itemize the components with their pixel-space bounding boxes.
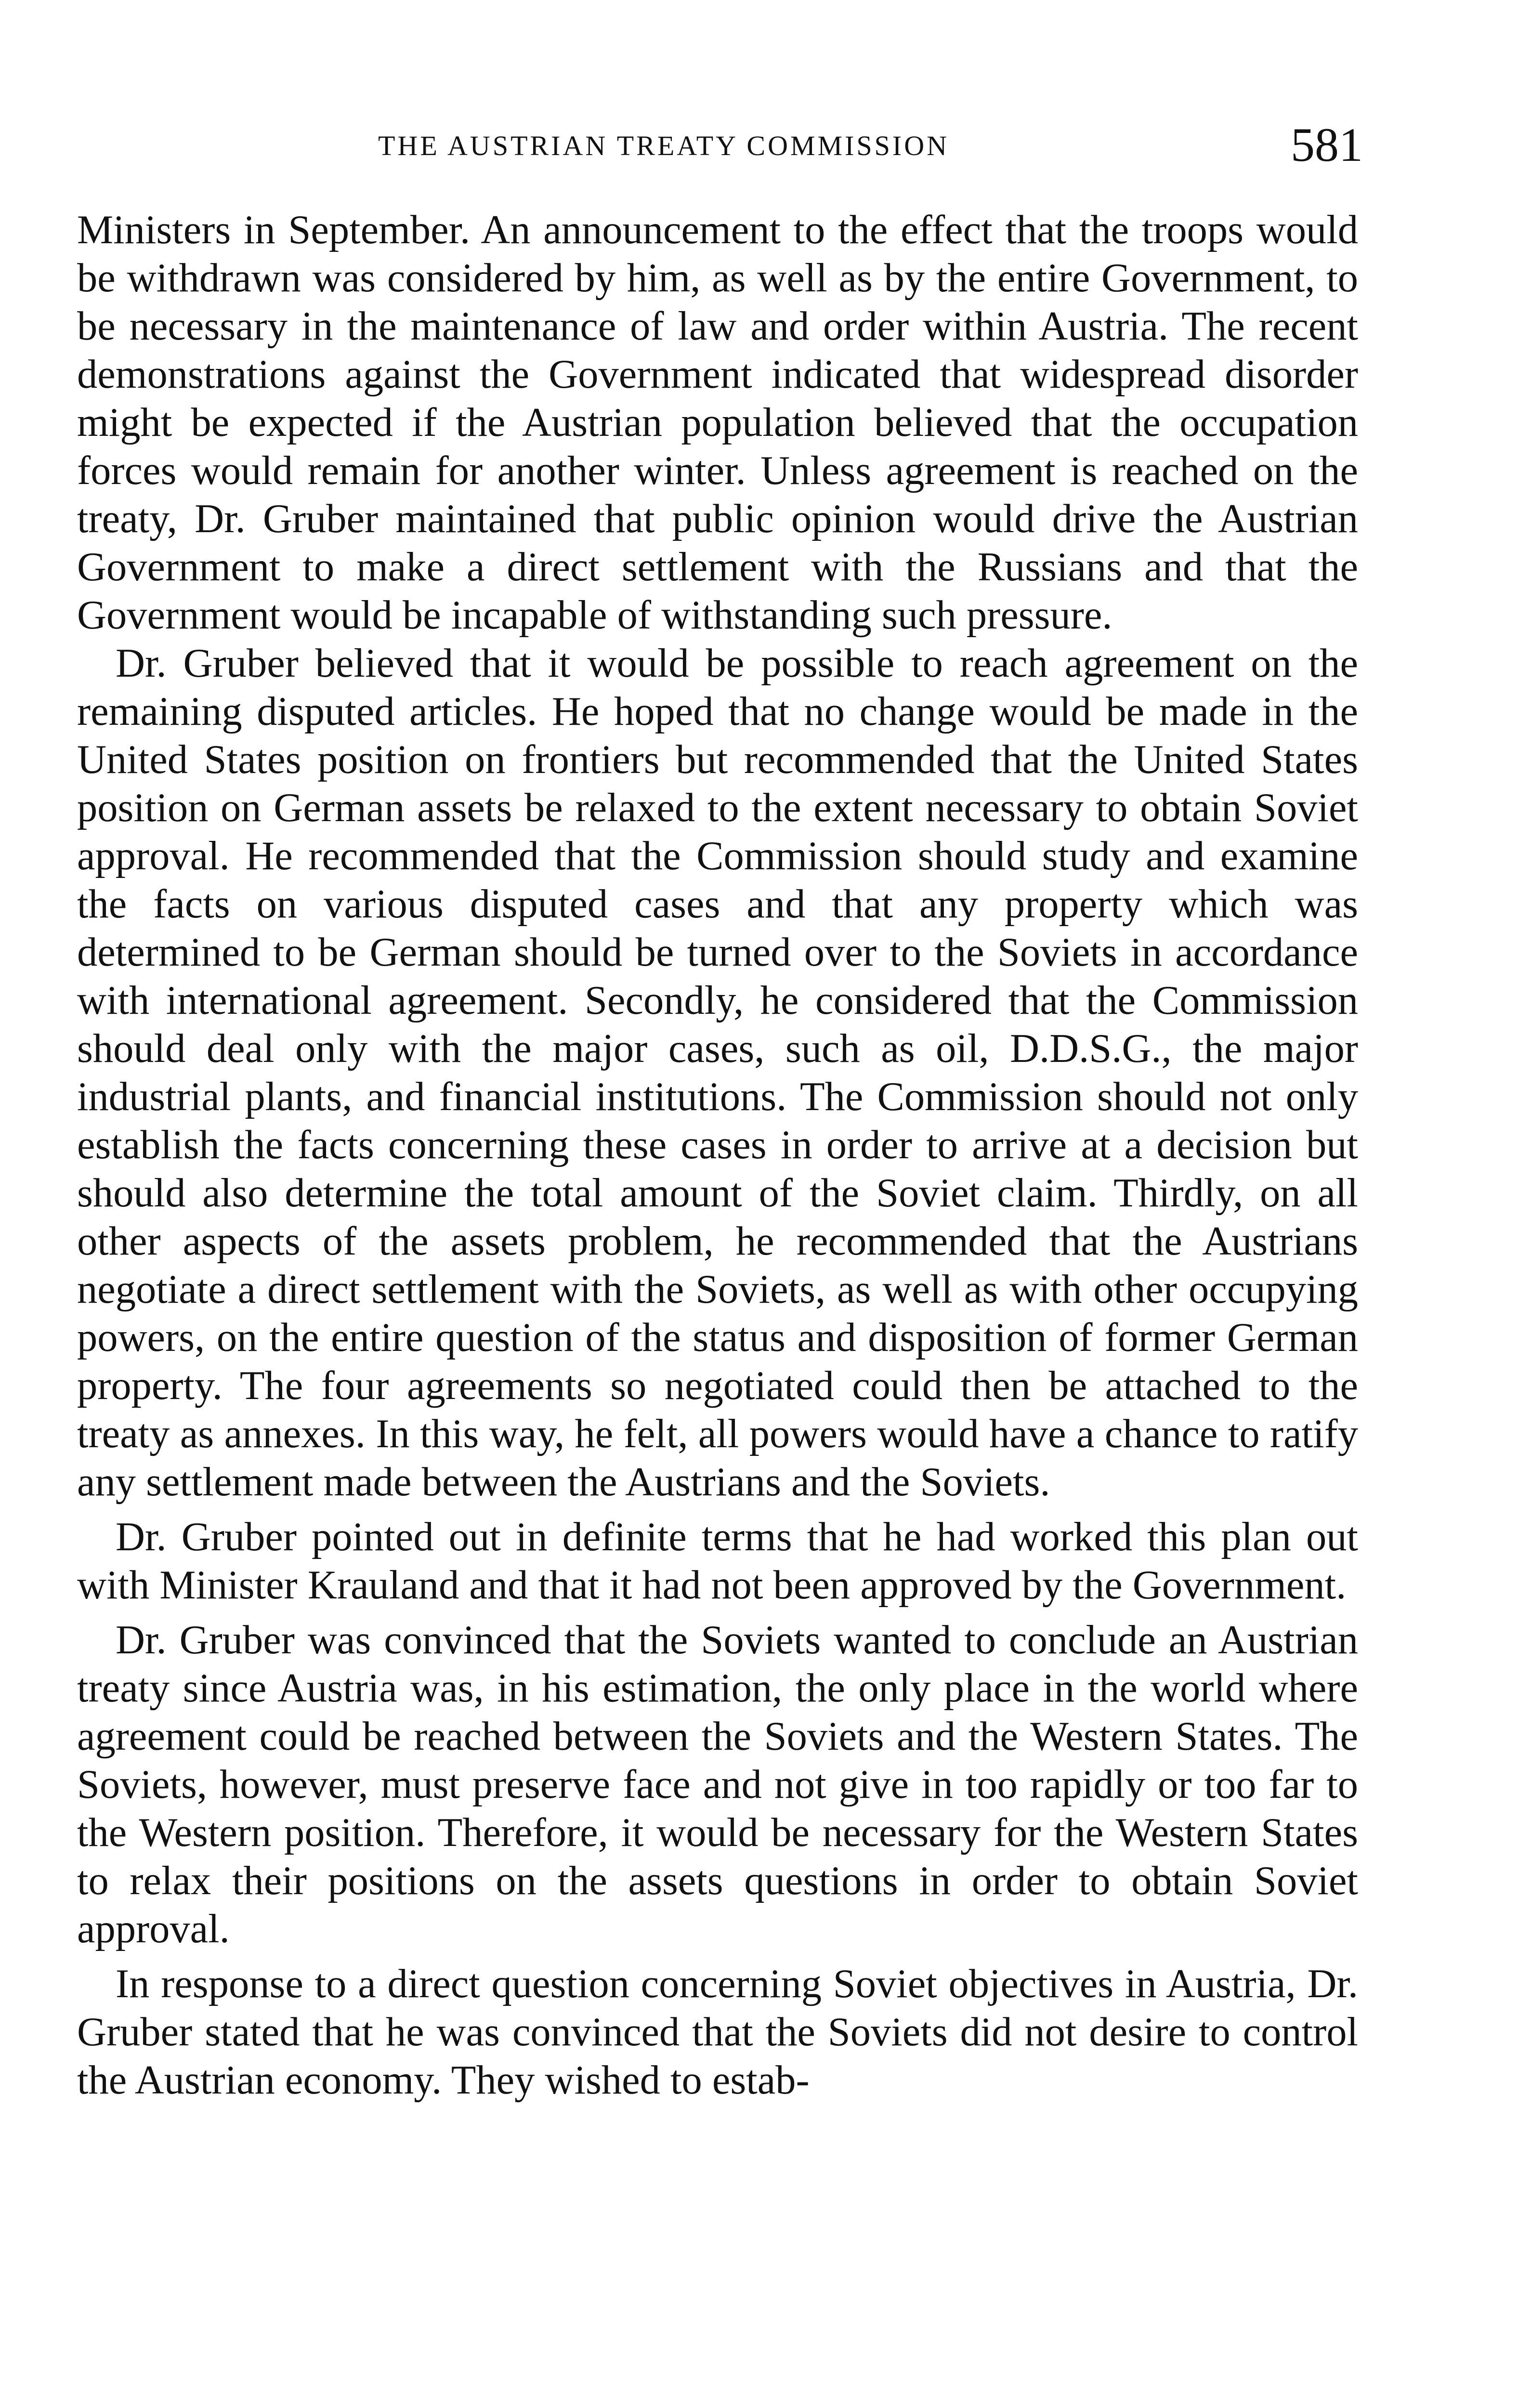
paragraph-krauland-plan: Dr. Gruber pointed out in definite terms that he had worked this plan out with Minister Krauland and that it had not been approved by the Government. [77, 1515, 1358, 1608]
paragraph-gruber-agreement: Dr. Gruber believed that it would be possible to reach agreement on the remaining disputed articles. He hoped that no change would be made in the United States position on frontiers but recommended that the United States position on German assets be relaxed to the extent necessary to obtain Soviet approval. He recommended that the Commission should study and examine the facts on various disputed cases and that any property which was determined to be German should be turned over to the Soviets in accordance with international agreement. Secondly, he considered that the Commission should deal only with the major cases, such as oil, D.D.S.G., the major industrial plants, and financial institutions. The Commission should not only establish the facts concerning these cases in order to arrive at a decision but should also determine the total amount of the Soviet claim. Thirdly, on all other aspects of the assets problem, he recommended that the Austrians negotiate a direct settlement with the Soviets, as well as with other occupying powers, on the entire question of the status and disposition of former German property. The four agreements so negotiated could then be attached to the treaty as annexes. In this way, he felt, all powers would have a chance to ratify any settlement made between the Austrians and the Soviets. [77, 641, 1358, 1505]
paragraph-soviets-conclude: Dr. Gruber was convinced that the Soviets wanted to conclude an Austrian treaty since Austria was, in his estimation, the only place in the world where agreement could be reached between the Soviets and the Western States. The Soviets, however, must preserve face and not give in too rapidly or too far to the Western position. Therefore, it would be necessary for the Western States to relax their positions on the assets questions in order to obtain Soviet approval. [77, 1618, 1358, 1951]
running-title: THE AUSTRIAN TREATY COMMISSION [378, 130, 950, 161]
body-text [77, 206, 1358, 2105]
page-number: 581 [1291, 118, 1363, 171]
paragraph-soviet-objectives: In response to a direct question concerning Soviet objectives in Austria, Dr. Gruber stated that he was convinced that the Soviets did not desire to control the Austrian economy. They wished to estab- [77, 1962, 1358, 2103]
paragraph-continued: Ministers in September. An announcement to the effect that the troops would be withdrawn was considered by him, as well as by the entire Government, to be necessary in the maintenance of law and order within Austria. The recent demonstrations against the Government indicated that widespread disorder might be expected if the Austrian population believed that the occupation forces would remain for another winter. Unless agreement is reached on the treaty, Dr. Gruber maintained that public opinion would drive the Austrian Government to make a direct settlement with the Russians and that the Government would be incapable of withstanding such pressure. [77, 208, 1358, 638]
running-head [0, 118, 1518, 177]
